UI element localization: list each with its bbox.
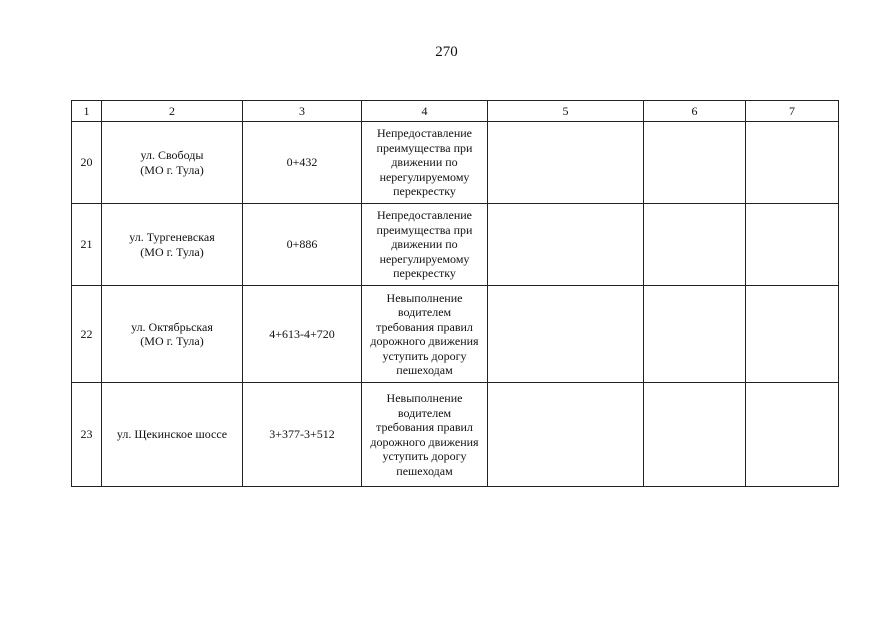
empty-cell xyxy=(644,383,746,487)
empty-cell xyxy=(746,286,839,383)
table-row xyxy=(72,204,839,286)
violation-cell: Непредоставление преимущества при движении по нерегулируемому перекрестку xyxy=(362,204,488,286)
column-header: 7 xyxy=(746,101,839,122)
table-header-row xyxy=(72,101,839,122)
street-cell: ул. Щекинское шоссе xyxy=(102,383,243,487)
table-row xyxy=(72,286,839,383)
violation-cell: Невыполнение водителем требования правил дорожного движения уступить дорогу пешеходам xyxy=(362,286,488,383)
empty-cell xyxy=(488,204,644,286)
page-number: 270 xyxy=(435,44,458,60)
empty-cell xyxy=(644,122,746,204)
km-cell: 4+613-4+720 xyxy=(243,286,362,383)
column-header: 2 xyxy=(102,101,243,122)
row-number: 23 xyxy=(72,383,102,487)
empty-cell xyxy=(488,286,644,383)
street-cell: ул. Октябрьская (МО г. Тула) xyxy=(102,286,243,383)
km-cell: 3+377-3+512 xyxy=(243,383,362,487)
data-table xyxy=(71,100,839,487)
row-number: 21 xyxy=(72,204,102,286)
empty-cell xyxy=(746,122,839,204)
column-header: 4 xyxy=(362,101,488,122)
column-header: 6 xyxy=(644,101,746,122)
violation-cell: Непредоставление преимущества при движении по нерегулируемому перекрестку xyxy=(362,122,488,204)
violation-cell: Невыполнение водителем требования правил дорожного движения уступить дорогу пешеходам xyxy=(362,383,488,487)
column-header: 3 xyxy=(243,101,362,122)
empty-cell xyxy=(488,383,644,487)
row-number: 22 xyxy=(72,286,102,383)
table-row xyxy=(72,383,839,487)
row-number: 20 xyxy=(72,122,102,204)
km-cell: 0+886 xyxy=(243,204,362,286)
km-cell: 0+432 xyxy=(243,122,362,204)
street-cell: ул. Свободы (МО г. Тула) xyxy=(102,122,243,204)
empty-cell xyxy=(746,204,839,286)
column-header: 1 xyxy=(72,101,102,122)
empty-cell xyxy=(488,122,644,204)
column-header: 5 xyxy=(488,101,644,122)
street-cell: ул. Тургеневская (МО г. Тула) xyxy=(102,204,243,286)
empty-cell xyxy=(644,204,746,286)
table-row xyxy=(72,122,839,204)
empty-cell xyxy=(644,286,746,383)
empty-cell xyxy=(746,383,839,487)
